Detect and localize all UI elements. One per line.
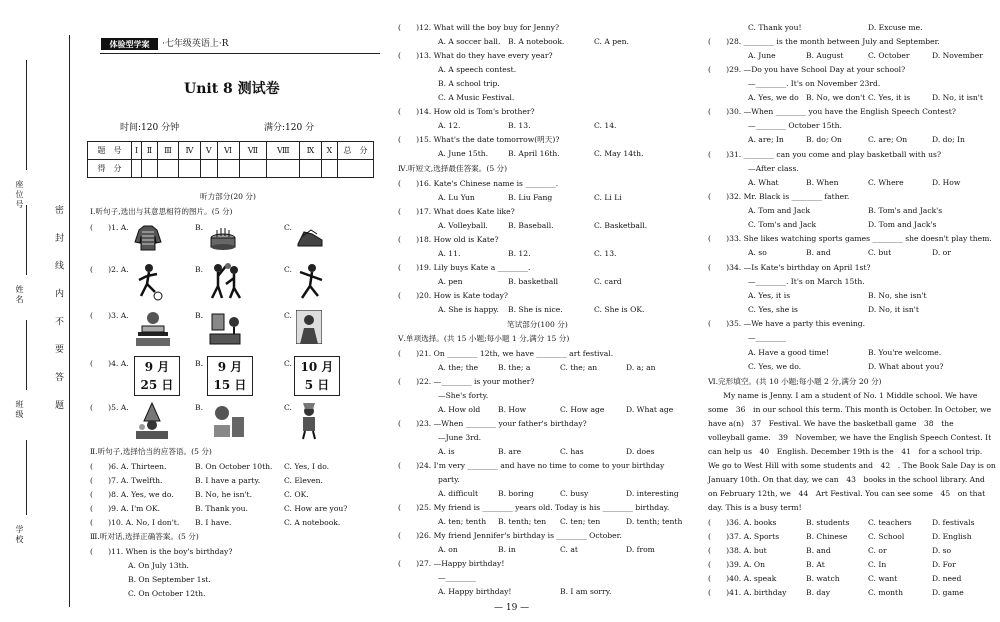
passage-line: on February 12th, we 44 Art Festival. You can see some 45 on that	[708, 489, 986, 498]
seat-label: 座位号	[15, 180, 24, 210]
option: B. basketball	[508, 277, 559, 286]
option: D. does	[626, 447, 655, 456]
option: A. A soccer ball.	[438, 37, 501, 46]
question-20: ( )20. How is Kate today?	[398, 291, 508, 300]
score-row-label: 得 分	[88, 160, 132, 178]
seat-line	[26, 60, 27, 170]
option: A. Have a good time!	[748, 348, 830, 357]
name-label: 姓名	[15, 285, 24, 305]
option: A. June	[748, 51, 776, 60]
option: B. in	[498, 545, 516, 554]
passage-line: January 10th. On that day, we can 43 books in the school library. And	[708, 475, 985, 484]
option: D. interesting	[626, 489, 679, 498]
question-13: ( )13. What do they have every year?	[398, 51, 553, 60]
passage-line: have a(n) 37 Festival. We have the basketball game 38 the	[708, 419, 954, 428]
option: D. For	[932, 560, 956, 569]
option: D. No, it isn't	[868, 305, 919, 314]
option-b-label: B.	[195, 359, 203, 368]
option: A. is	[438, 447, 455, 456]
response: —________ October 15th.	[748, 121, 842, 130]
soccer-player-image	[133, 262, 165, 302]
school-label: 学校	[15, 525, 24, 545]
option: C. A pen.	[594, 37, 629, 46]
response: —June 3rd.	[438, 433, 482, 442]
option: D. from	[626, 545, 655, 554]
question-4: ( )4. A.	[90, 359, 129, 368]
option: B. day	[806, 588, 831, 597]
option: C. Eleven.	[284, 476, 323, 485]
section-1-header: Ⅰ.听句子,选出与其意思相符的图片。(5 分)	[90, 207, 233, 216]
option: C. teachers	[868, 518, 912, 527]
response: —She's forty.	[438, 391, 489, 400]
option: B. 13.	[508, 121, 531, 130]
question-35: ( )35. —We have a party this evening.	[708, 319, 866, 328]
option: A. difficult	[438, 489, 479, 498]
option: A. She is happy.	[438, 305, 499, 314]
question-7: ( )7. A. Twelfth.	[90, 476, 163, 485]
section-4-header: Ⅳ.听短文,选择最佳答案。(5 分)	[398, 164, 508, 173]
score-table	[87, 141, 374, 178]
option: B. 12.	[508, 249, 531, 258]
option: C. Basketball.	[594, 221, 648, 230]
question-5: ( )5. A.	[90, 403, 129, 412]
question-24: ( )24. I'm very ________ and have no time to come to your birthday	[398, 461, 665, 470]
option: A. How old	[438, 405, 481, 414]
name-line	[26, 205, 27, 275]
response: —________. It's on November 23rd.	[748, 79, 881, 88]
seal-text: 密 封 线 内 不 要 答 题	[53, 205, 63, 418]
basketball-players-image	[206, 262, 246, 302]
header-badge: 体验型学案	[101, 38, 158, 50]
option: B. How	[498, 405, 527, 414]
class-label: 班级	[15, 400, 24, 420]
question-27: ( )27. —Happy birthday!	[398, 559, 505, 568]
option: B. tenth; ten	[498, 517, 547, 526]
option: A. On July 13th.	[128, 561, 189, 570]
option: C. School	[868, 532, 905, 541]
option: B. She is nice.	[508, 305, 563, 314]
exam-full-score: 满分:120 分	[264, 123, 315, 133]
option: A. are; In	[748, 135, 784, 144]
question-12: ( )12. What will the boy buy for Jenny?	[398, 23, 560, 32]
question-23: ( )23. —When ________ your father's birthday?	[398, 419, 587, 428]
score-head: 总 分	[338, 142, 374, 160]
option: C. October	[868, 51, 910, 60]
option-c-label: C.	[284, 265, 292, 274]
option: B. A school trip.	[438, 79, 500, 88]
question-19: ( )19. Lily buys Kate a ________.	[398, 263, 531, 272]
birthday-cake-image	[208, 222, 238, 252]
option-b-label: B.	[195, 223, 203, 232]
option: B. No, we don't	[806, 93, 866, 102]
passage-line: My name is Jenny. I am a student of No. 1 Middle school. We have	[708, 391, 978, 400]
score-head: 题 号	[88, 142, 132, 160]
score-head: Ⅰ	[132, 142, 142, 160]
option: B. Baseball.	[508, 221, 554, 230]
binding-line	[69, 35, 70, 607]
option: D. How	[932, 178, 961, 187]
option: A. Tom and Jack	[748, 206, 811, 215]
date-box-a	[134, 356, 180, 396]
section-3-header: Ⅲ.听对话,选择正确答案。(5 分)	[90, 532, 199, 541]
option-c-label: C.	[284, 223, 292, 232]
book-sale-image	[206, 308, 244, 348]
score-head: Ⅷ	[267, 142, 300, 160]
question-37: ( )37. A. Sports	[708, 532, 780, 541]
option: C. ten; ten	[560, 517, 601, 526]
option: C. has	[560, 447, 584, 456]
response: —________	[748, 333, 786, 342]
option: C. at	[560, 545, 578, 554]
school-line	[26, 440, 27, 515]
option: B. No, she isn't	[868, 291, 927, 300]
passage-line: We go to West Hill with some students and 42 . The Book Sale Day is on	[708, 461, 996, 470]
passage-line: volleyball game. 39 November, we have the English Speech Contest. It	[708, 433, 992, 442]
option: C. She is OK.	[594, 305, 645, 314]
option: A. 11.	[438, 249, 461, 258]
option: B. boring	[498, 489, 534, 498]
option: D. so	[932, 546, 952, 555]
option: B. No, he isn't.	[195, 490, 253, 499]
option: C. Tom's and Jack	[748, 220, 817, 229]
option: D. a; an	[626, 363, 656, 372]
option: C. OK.	[284, 490, 309, 499]
question-33: ( )33. She likes watching sports games ________ she doesn't play them.	[708, 234, 992, 243]
option: A. Happy birthday!	[438, 587, 512, 596]
passage-line: can help us 40 English. December 19th is the 41 for a school trip.	[708, 447, 983, 456]
option: B. are	[498, 447, 522, 456]
question-25: ( )25. My friend is ________ years old. Today is his ________ birthday.	[398, 503, 670, 512]
option: C. or	[868, 546, 887, 555]
option: B. I am sorry.	[560, 587, 612, 596]
option: D. November	[932, 51, 983, 60]
trophy-boy-image	[295, 401, 323, 441]
score-cell[interactable]	[132, 160, 142, 178]
shoes-image	[295, 222, 325, 252]
passage-line: day. This is a busy term!	[708, 503, 802, 512]
option: D. need	[932, 574, 962, 583]
header-subtitle: ·七年级英语上·R	[162, 39, 229, 49]
option-b-label: B.	[195, 265, 203, 274]
option: D. No, it isn't	[932, 93, 983, 102]
written-header: 笔试部分(100 分)	[507, 320, 568, 329]
option: C. 14.	[594, 121, 617, 130]
question-26: ( )26. My friend Jennifer's birthday is ________ October.	[398, 531, 622, 540]
option: C. 13.	[594, 249, 617, 258]
question-15: ( )15. What's the date tomorrow(明天)?	[398, 135, 560, 144]
option-c-label: C.	[284, 403, 292, 412]
question-41: ( )41. A. birthday	[708, 588, 787, 597]
class-line	[26, 320, 27, 390]
option: C. the; an	[560, 363, 598, 372]
question-28: ( )28. ________ is the month between July and September.	[708, 37, 940, 46]
option: C. are; On	[868, 135, 908, 144]
option: A. What	[748, 178, 779, 187]
option: B. Liu Fang	[508, 193, 553, 202]
option: D. Excuse me.	[868, 23, 923, 32]
option: C. but	[868, 248, 892, 257]
response: —________. It's on March 15th.	[748, 277, 865, 286]
question-32: ( )32. Mr. Black is ________ father.	[708, 192, 850, 201]
option: C. In	[868, 560, 887, 569]
option: B. April 16th.	[508, 149, 560, 158]
option-c-label: C.	[284, 311, 292, 320]
score-head: Ⅸ	[300, 142, 321, 160]
score-cell[interactable]	[239, 160, 267, 178]
question-10: ( )10. A. No, I don't.	[90, 518, 180, 527]
date-day: 25 日	[140, 378, 174, 392]
reading-girl-image	[296, 310, 322, 344]
option: B. watch	[806, 574, 840, 583]
option: A. pen	[438, 277, 463, 286]
option: B. and	[806, 248, 831, 257]
score-cell[interactable]	[267, 160, 300, 178]
option: A. on	[438, 545, 458, 554]
question-39: ( )39. A. On	[708, 560, 766, 569]
option: D. do; In	[932, 135, 965, 144]
score-head: Ⅶ	[239, 142, 267, 160]
option: C. Where	[868, 178, 904, 187]
section-2-header: Ⅱ.听句子,选择恰当的应答语。(5 分)	[90, 447, 212, 456]
option: B. At	[806, 560, 825, 569]
question-29: ( )29. —Do you have School Day at your school?	[708, 65, 906, 74]
option: C. How are you?	[284, 504, 348, 513]
option: C. want	[868, 574, 898, 583]
baseball-player-image	[294, 262, 328, 302]
response: —After class.	[748, 164, 799, 173]
option: B. Thank you.	[195, 504, 248, 513]
score-cell[interactable]	[201, 160, 218, 178]
option: B. do; On	[806, 135, 842, 144]
question-1: ( )1. A.	[90, 223, 129, 232]
option: A. Volleyball.	[438, 221, 488, 230]
option-b-label: B.	[195, 311, 203, 320]
date-box-b	[207, 356, 253, 396]
score-head: Ⅲ	[157, 142, 178, 160]
option: C. A Music Festival.	[438, 93, 515, 102]
date-month: 9 月	[217, 360, 243, 374]
question-30: ( )30. —When ________ you have the English Speech Contest?	[708, 107, 956, 116]
option: D. or	[932, 248, 951, 257]
page-number: — 19 —	[494, 603, 530, 613]
option: C. Li Li	[594, 193, 622, 202]
question-36: ( )36. A. books	[708, 518, 777, 527]
option: C. Yes, I do.	[284, 462, 330, 471]
score-cell[interactable]	[217, 160, 239, 178]
option: D. What about you?	[868, 362, 944, 371]
option: C. On October 12th.	[128, 589, 206, 598]
option-b-label: B.	[195, 403, 203, 412]
exam-time: 时间:120 分钟	[120, 123, 180, 133]
option: B. A notebook.	[508, 37, 565, 46]
question-2: ( )2. A.	[90, 265, 129, 274]
option: C. Thank you!	[748, 23, 802, 32]
score-head: Ⅴ	[201, 142, 218, 160]
option: B. August	[806, 51, 844, 60]
option: A. Yes, it is	[748, 291, 791, 300]
option: D. tenth; tenth	[626, 517, 683, 526]
question-34: ( )34. —Is Kate's birthday on April 1st?	[708, 263, 871, 272]
score-cell[interactable]	[300, 160, 321, 178]
option: D. What age	[626, 405, 674, 414]
score-cell[interactable]	[157, 160, 178, 178]
option: A. A speech contest.	[438, 65, 517, 74]
question-6: ( )6. A. Thirteen.	[90, 462, 167, 471]
score-head: Ⅳ	[179, 142, 201, 160]
option: B. When	[806, 178, 839, 187]
date-month: 10 月	[300, 360, 334, 374]
question-38: ( )38. A. but	[708, 546, 767, 555]
date-day: 15 日	[213, 378, 247, 392]
score-cell[interactable]	[179, 160, 201, 178]
response: —________	[438, 573, 476, 582]
question-8: ( )8. A. Yes, we do.	[90, 490, 174, 499]
option: D. Tom and Jack's	[868, 220, 937, 229]
option: A. ten; tenth	[438, 517, 487, 526]
option: C. Yes, we do.	[748, 362, 802, 371]
option: B. Chinese	[806, 532, 848, 541]
header-rule	[100, 53, 380, 54]
option: B. students	[806, 518, 850, 527]
option: B. and	[806, 546, 831, 555]
question-14: ( )14. How old is Tom's brother?	[398, 107, 535, 116]
student-reading-image	[134, 308, 172, 348]
option: C. How age	[560, 405, 605, 414]
option: A. the; the	[438, 363, 479, 372]
date-box-c	[294, 356, 340, 396]
question-22: ( )22. —________ is your mother?	[398, 377, 535, 386]
question-9: ( )9. A. I'm OK.	[90, 504, 161, 513]
option: C. busy	[560, 489, 589, 498]
question-11: ( )11. When is the boy's birthday?	[90, 547, 233, 556]
option: A. Yes, we do	[748, 93, 799, 102]
option: D. game	[932, 588, 964, 597]
question-21: ( )21. On ________ 12th, we have ________ art festival.	[398, 349, 614, 358]
option: B. On October 10th.	[195, 462, 273, 471]
boy-studying-image	[208, 401, 248, 441]
option: D. English	[932, 532, 972, 541]
section-5-header: Ⅴ.单项选择。(共 15 小题;每小题 1 分,满分 15 分)	[398, 334, 570, 343]
date-month: 9 月	[144, 360, 170, 374]
listening-header: 听力部分(20 分)	[200, 192, 256, 201]
option: B. I have a party.	[195, 476, 261, 485]
question-16: ( )16. Kate's Chinese name is ________.	[398, 179, 559, 188]
option: A. Lu Yun	[438, 193, 475, 202]
score-cell[interactable]	[338, 160, 374, 178]
option: A. so	[748, 248, 767, 257]
page-title: Unit 8 测试卷	[184, 81, 280, 97]
question-18: ( )18. How old is Kate?	[398, 235, 499, 244]
score-cell[interactable]	[321, 160, 337, 178]
option-c-label: C.	[284, 359, 292, 368]
option: A. June 15th.	[438, 149, 489, 158]
option: B. On September 1st.	[128, 575, 211, 584]
question-40: ( )40. A. speak	[708, 574, 777, 583]
date-day: 5 日	[304, 378, 330, 392]
score-head: Ⅹ	[321, 142, 337, 160]
question-17: ( )17. What does Kate like?	[398, 207, 515, 216]
passage-line: some 36 in our school this term. This month is October. In October, we	[708, 405, 992, 414]
option: B. the; a	[498, 363, 531, 372]
party-image	[134, 401, 170, 441]
sweater-image	[133, 222, 163, 252]
option: C. Yes, it is	[868, 93, 911, 102]
score-head: Ⅱ	[142, 142, 158, 160]
score-cell[interactable]	[142, 160, 158, 178]
option: C. month	[868, 588, 903, 597]
option: C. card	[594, 277, 622, 286]
score-head: Ⅵ	[217, 142, 239, 160]
question-3: ( )3. A.	[90, 311, 129, 320]
option: B. Tom's and Jack's	[868, 206, 943, 215]
option: A. 12.	[438, 121, 461, 130]
option: C. A notebook.	[284, 518, 341, 527]
option: D. festivals	[932, 518, 975, 527]
option: C. May 14th.	[594, 149, 644, 158]
option: B. I have.	[195, 518, 232, 527]
option: C. Yes, she is	[748, 305, 798, 314]
question-31: ( )31. ________ can you come and play basketball with us?	[708, 150, 942, 159]
section-6-header: Ⅵ.完形填空。(共 10 小题;每小题 2 分,满分 20 分)	[708, 377, 882, 386]
option: B. You're welcome.	[868, 348, 942, 357]
question-24-cont: party.	[438, 475, 460, 484]
